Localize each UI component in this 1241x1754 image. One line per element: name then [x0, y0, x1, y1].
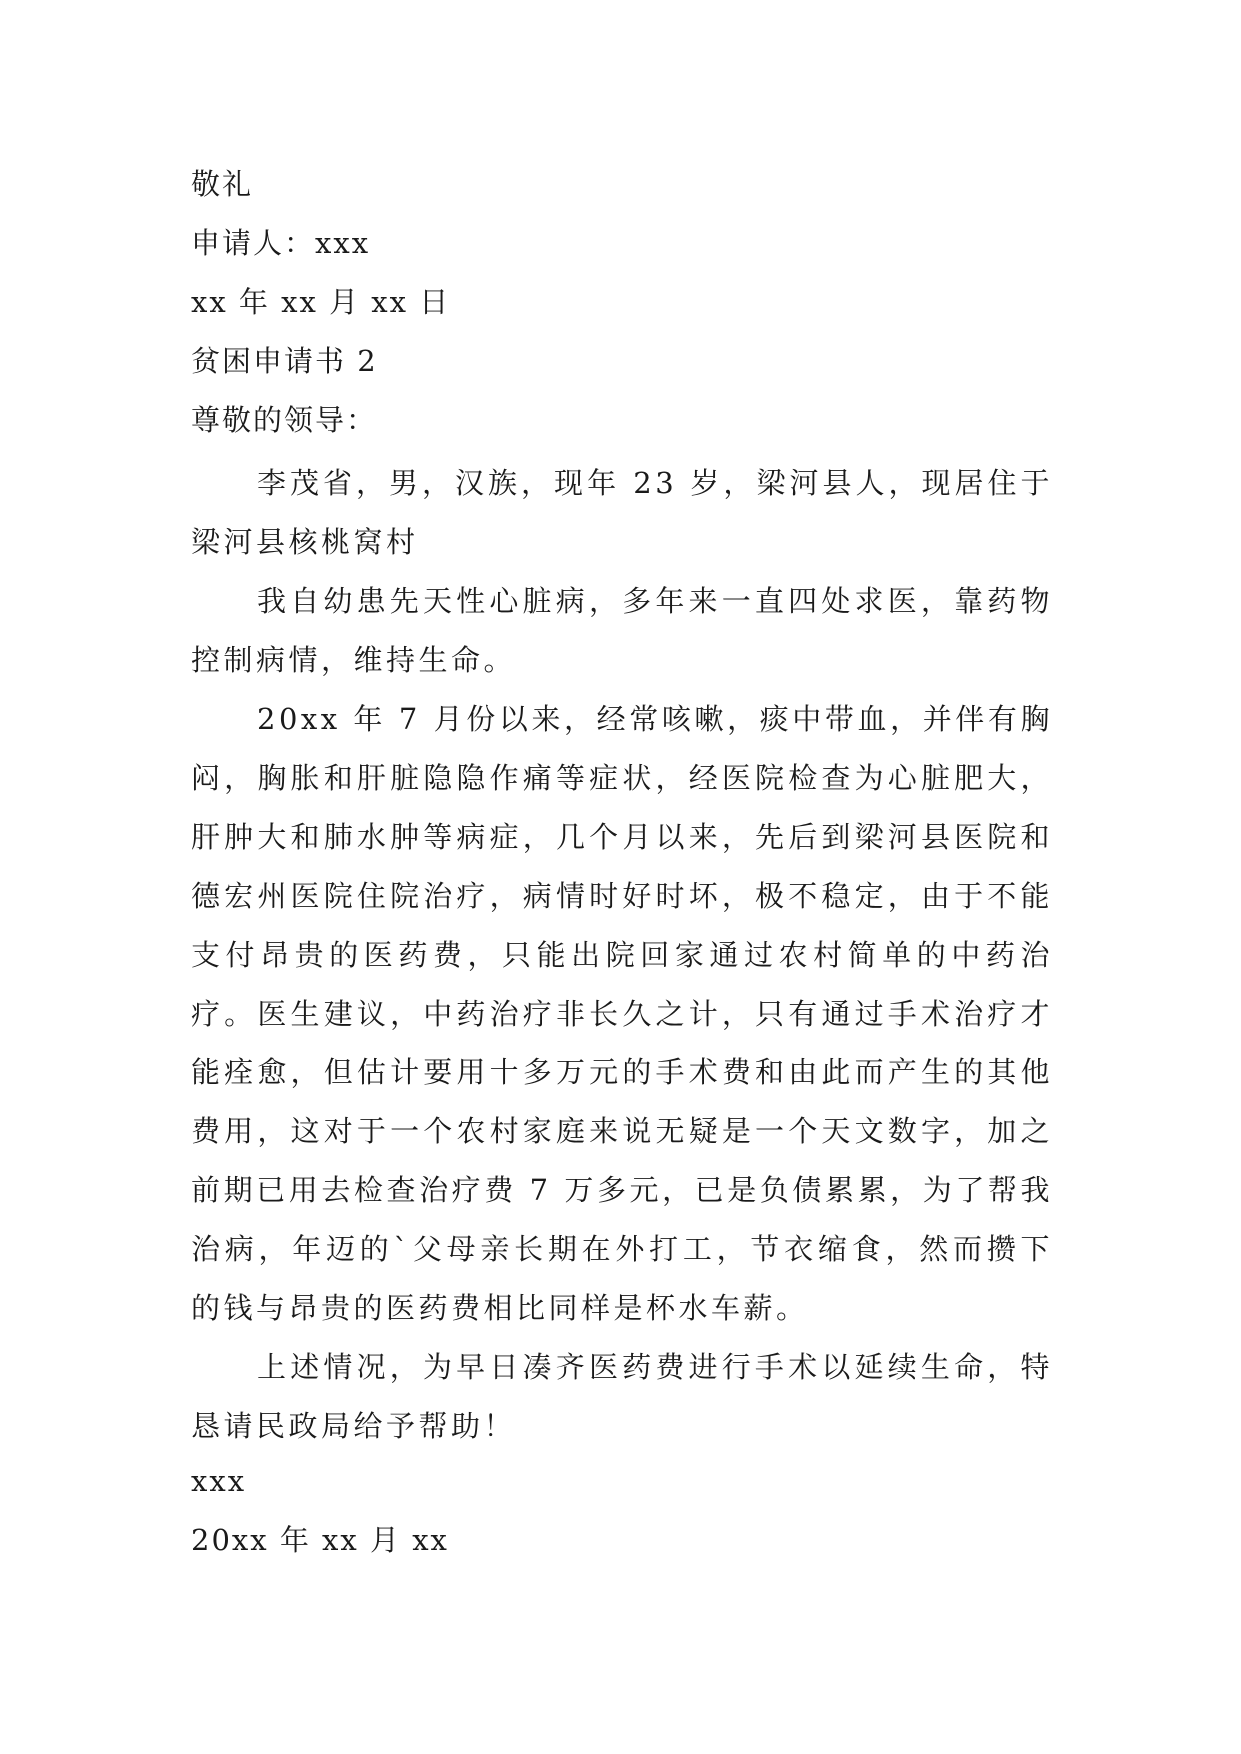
paragraph-details: 20xx 年 7 月份以来，经常咳嗽，痰中带血，并伴有胸闷，胸胀和肝脏隐隐作痛等症状，经医院检查为心脏肥大，肝肿大和肺水肿等病症，几个月以来，先后到梁河县医院和德宏州医院住院治疗，病情时好时坏，极不稳定，由于不能支付昂贵的医药费，只能出院回家通过农村简单的中药治疗。医生建议，中药治疗非长久之计，只有通过手术治疗才能痊愈，但估计要用十多万元的手术费和由此而产生的其他费用，这对于一个农村家庭来说无疑是一个天文数字，加之前期已用去检查治疗费 7 万多元，已是负债累累，为了帮我治病，年迈的`父母亲长期在外打工，节衣缩食，然而攒下的钱与昂贵的医药费相比同样是杯水车薪。	[191, 702, 1053, 1326]
date-line: xx 年 xx 月 xx 日	[191, 285, 451, 319]
section-heading: 贫困申请书 2	[191, 344, 378, 378]
salutation: 尊敬的领导：	[191, 403, 378, 437]
closing-text: 敬礼	[191, 167, 254, 201]
paragraph-intro: 李茂省，男，汉族，现年 23 岁，梁河县人，现居住于梁河县核桃窝村	[191, 466, 1053, 559]
signature-date: 20xx 年 xx 月 xx	[191, 1523, 449, 1557]
applicant-line: 申请人：xxx	[191, 226, 371, 260]
paragraph-request: 上述情况，为早日凑齐医药费进行手术以延续生命，特恳请民政局给予帮助！	[191, 1350, 1053, 1443]
paragraph-condition: 我自幼患先天性心脏病，多年来一直四处求医，靠药物控制病情，维持生命。	[191, 584, 1053, 677]
signature: xxx	[191, 1464, 247, 1498]
